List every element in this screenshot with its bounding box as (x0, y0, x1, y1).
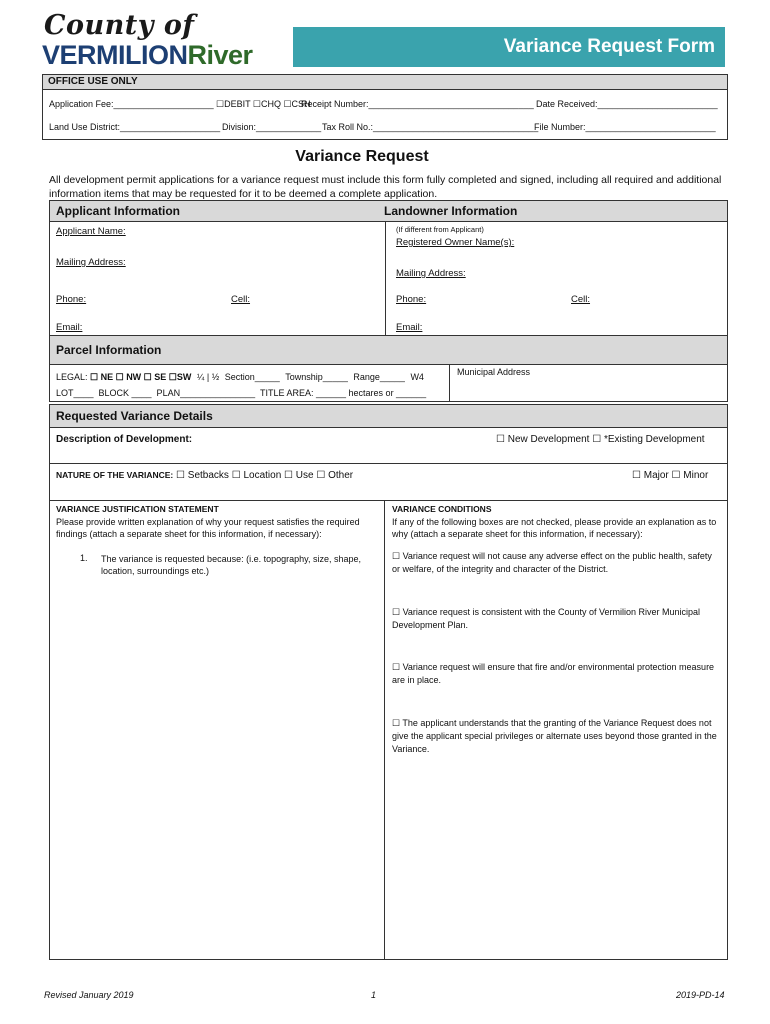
meridian-label: W4 (410, 372, 424, 382)
applicant-landowner-bar (49, 200, 728, 222)
condition-item-4[interactable]: ☐ The applicant understands that the granting of the Variance Request does not give the applicant special privileges or alternate uses beyond those granted in the Variance. (392, 718, 717, 754)
major-minor-options[interactable]: ☐ Major ☐ Minor (632, 470, 709, 481)
fraction-options[interactable]: ¼ | ½ (196, 372, 220, 382)
applicant-landowner-box (49, 221, 728, 336)
nature-box (49, 463, 728, 501)
application-fee-field[interactable]: Application Fee:____________________ (49, 99, 214, 109)
landowner-heading: Landowner Information (384, 204, 518, 218)
landowner-cell-field[interactable]: Cell: (571, 294, 591, 305)
intro-text: All development permit applications for a variance request must include this form fully completed and signed, including all required and additional information items that may be requested for it to be deemed a complete application. (49, 174, 722, 200)
description-field[interactable]: Description of Development: (56, 434, 193, 445)
variance-details-heading: Requested Variance Details (49, 404, 728, 428)
form-title-banner: Variance Request Form (293, 27, 725, 67)
column-divider (385, 221, 386, 336)
page-number: 1 (371, 990, 377, 1000)
landowner-note: (If different from Applicant) (396, 225, 484, 234)
nature-label: NATURE OF THE VARIANCE: (56, 470, 174, 480)
justification-text: Please provide written explanation of why your request satisfies the required findings (attach a separate sheet for this information, if necessary): (56, 517, 360, 539)
legal-label: LEGAL: (56, 372, 88, 382)
nature-options[interactable]: ☐ Setbacks ☐ Location ☐ Use ☐ Other (176, 470, 354, 481)
justification-heading: VARIANCE JUSTIFICATION STATEMENT (56, 504, 219, 514)
legal-description-row (56, 372, 424, 383)
tax-roll-field[interactable]: Tax Roll No.:_________________________________ (322, 122, 539, 132)
office-use-heading: OFFICE USE ONLY (42, 74, 728, 90)
applicant-phone-field[interactable]: Phone: (56, 294, 87, 305)
justification-item-text: The variance is requested because: (i.e. topography, size, shape, location, surroundings etc.) (101, 554, 361, 576)
development-type-options[interactable]: ☐ New Development ☐ *Existing Development (496, 434, 705, 445)
logo-county-of: County of (44, 10, 195, 41)
municipal-address-field[interactable]: Municipal Address (457, 367, 531, 377)
applicant-cell-field[interactable]: Cell: (231, 294, 251, 305)
division-field[interactable]: Division:_____________ (222, 122, 322, 132)
logo-vermilion: VERMILION (42, 40, 188, 70)
landowner-email-field[interactable]: Email: (396, 322, 423, 333)
revised-date: Revised January 2019 (44, 990, 134, 1000)
receipt-number-field[interactable]: Receipt Number:_________________________________ (301, 99, 534, 109)
landowner-phone-field[interactable]: Phone: (396, 294, 427, 305)
condition-item-3[interactable]: ☐ Variance request will ensure that fire and/or environmental protection measure are in place. (392, 662, 715, 685)
registered-owner-field[interactable]: Registered Owner Name(s): (396, 237, 515, 248)
condition-item-2[interactable]: ☐ Variance request is consistent with the County of Vermilion River Municipal Development Plan. (392, 607, 701, 630)
file-number-field[interactable]: File Number:__________________________ (534, 122, 716, 132)
range-field[interactable]: Range_____ (353, 372, 405, 382)
landowner-mailing-field[interactable]: Mailing Address: (396, 268, 466, 279)
applicant-email-field[interactable]: Email: (56, 322, 83, 333)
justification-item-number: 1. (80, 553, 88, 563)
logo-vermilion-river (42, 40, 253, 71)
nature-row (56, 470, 353, 481)
payment-method-options[interactable]: ☐DEBIT ☐CHQ ☐CSH (216, 99, 311, 109)
applicant-heading: Applicant Information (56, 204, 180, 218)
applicant-mailing-field[interactable]: Mailing Address: (56, 257, 126, 268)
conditions-text: If any of the following boxes are not checked, please provide an explanation as to why (attach a separate sheet for this information, if necessary): (392, 517, 717, 539)
parcel-divider (449, 364, 450, 402)
section-field[interactable]: Section_____ (224, 372, 280, 382)
description-box (49, 427, 728, 464)
parcel-heading: Parcel Information (49, 335, 728, 365)
page-title: Variance Request (295, 148, 429, 165)
logo-river: River (187, 40, 253, 70)
lot-block-plan-row[interactable]: LOT____ BLOCK ____ PLAN_______________ TITLE AREA: ______ hectares or ______ (56, 388, 427, 398)
justification-divider (384, 500, 385, 960)
township-field[interactable]: Township_____ (285, 372, 348, 382)
condition-item-1[interactable]: ☐ Variance request will not cause any adverse effect on the public health, safety or welfare, of the integrity and character of the District. (392, 551, 712, 574)
form-code: 2019-PD-14 (676, 990, 725, 1000)
applicant-name-field[interactable]: Applicant Name: (56, 226, 126, 237)
land-use-district-field[interactable]: Land Use District:____________________ (49, 122, 221, 132)
date-received-field[interactable]: Date Received:________________________ (536, 99, 718, 109)
conditions-heading: VARIANCE CONDITIONS (392, 504, 492, 514)
quarter-checkboxes[interactable]: ☐ NE ☐ NW ☐ SE ☐SW (90, 372, 192, 382)
